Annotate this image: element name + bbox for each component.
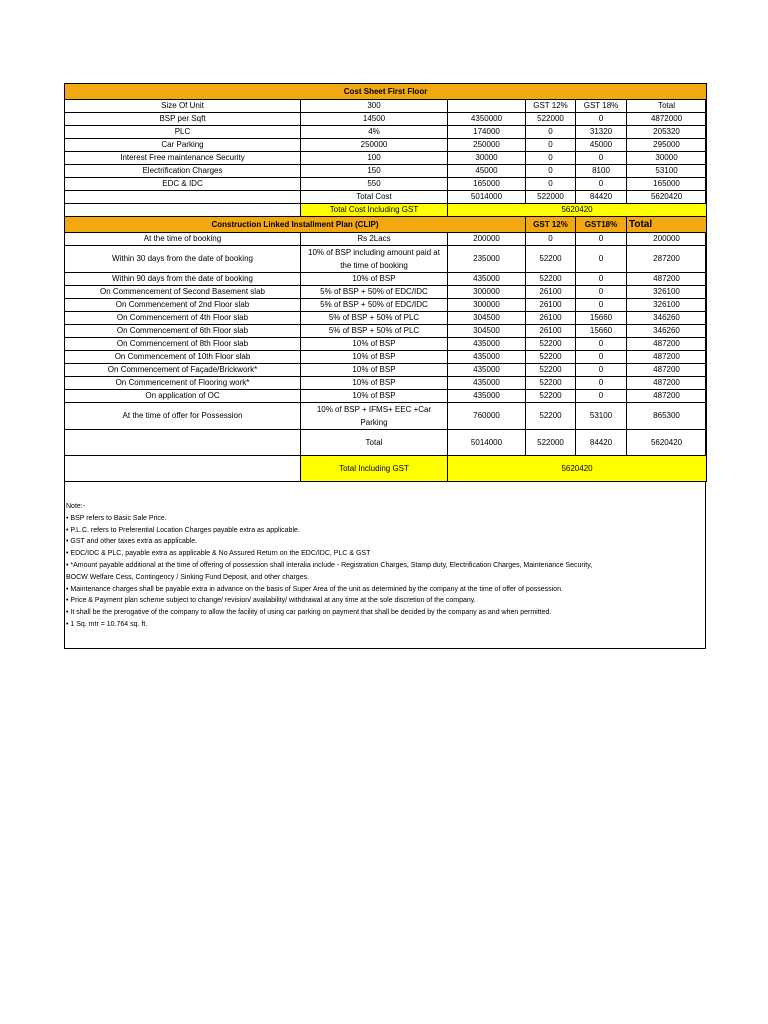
installment-amount: 200000: [448, 233, 526, 246]
installment-terms: 10% of BSP: [301, 377, 448, 390]
installment-terms: 5% of BSP + 50% of EDC/IDC: [301, 286, 448, 299]
installment-terms: 5% of BSP + 50% of PLC: [301, 325, 448, 338]
cost-item-label: PLC: [65, 126, 301, 139]
installment-gst18: 0: [576, 338, 627, 351]
gst18-header: GST 18%: [576, 100, 627, 113]
cost-item-label: Interest Free maintenance Security: [65, 152, 301, 165]
cost-item-total: 295000: [627, 139, 707, 152]
cost-item-gst12: 0: [526, 126, 576, 139]
note-item: • 1 Sq. mtr = 10.764 sq. ft.: [66, 620, 148, 628]
installment-terms: 10% of BSP: [301, 364, 448, 377]
installment-gst12: 52200: [526, 246, 576, 273]
clip-total-row: [65, 430, 707, 456]
clip-row: [65, 325, 707, 338]
note-item: • EDC/IDC & PLC, payable extra as applicable & No Assured Return on the EDC/IDC, PLC & GST: [66, 550, 371, 558]
cost-item-gst12: 0: [526, 178, 576, 191]
cost-item-rate: Total Cost: [301, 191, 448, 204]
cost-item-gst18: 84420: [576, 191, 627, 204]
installment-gst18: 15660: [576, 325, 627, 338]
cost-item-gst12: 522000: [526, 191, 576, 204]
installment-amount: 435000: [448, 338, 526, 351]
clip-row: [65, 286, 707, 299]
cost-item-amount: [448, 100, 526, 113]
installment-total: 200000: [627, 233, 707, 246]
cost-item-total: 5620420: [627, 191, 707, 204]
note-item: • Price & Payment plan scheme subject to change/ revision/ availability/ withdrawal at any time at the sole discretion of the company.: [66, 597, 476, 605]
installment-amount: 235000: [448, 246, 526, 273]
clip-row: [65, 273, 707, 286]
empty-cell: [65, 204, 301, 217]
note-item: BOCW Welfare Cess, Contingency / Sinking Fund Deposit, and other charges.: [66, 573, 310, 581]
installment-label: On application of OC: [65, 390, 301, 403]
cost-item-rate: 250000: [301, 139, 448, 152]
installment-gst12: 52200: [526, 364, 576, 377]
installment-amount: 435000: [448, 364, 526, 377]
total-cost-incl-gst-label: Total Cost Including GST: [301, 204, 448, 217]
cost-item-amount: 5014000: [448, 191, 526, 204]
installment-gst12: 52200: [526, 377, 576, 390]
clip-total-header: Total: [627, 217, 707, 233]
cost-item-label: EDC & IDC: [65, 178, 301, 191]
cost-item-gst18: 0: [576, 152, 627, 165]
cost-item-amount: 174000: [448, 126, 526, 139]
note-item: • Maintenance charges shall be payable extra in advance on the basis of Super Area of the unit as determined by the company at the time of offer of possession.: [66, 585, 563, 593]
cost-sheet-row: [65, 191, 707, 204]
cost-item-gst12: 522000: [526, 113, 576, 126]
installment-gst12: 26100: [526, 325, 576, 338]
cost-sheet-row: [65, 100, 707, 113]
installment-gst12: 52200: [526, 403, 576, 430]
installment-total: 487200: [627, 351, 707, 364]
clip-row: [65, 377, 707, 390]
cost-sheet-table: [64, 83, 707, 482]
clip-row: [65, 299, 707, 312]
installment-label: On Commencement of Façade/Brickwork*: [65, 364, 301, 377]
installment-gst18: 0: [576, 246, 627, 273]
installment-total: 487200: [627, 338, 707, 351]
installment-gst18: 0: [576, 390, 627, 403]
installment-terms: 5% of BSP + 50% of PLC: [301, 312, 448, 325]
installment-terms: 10% of BSP + IFMS+ EEC +Car Parking: [301, 403, 448, 430]
installment-terms: 10% of BSP: [301, 338, 448, 351]
installment-label: At the time of offer for Possession: [65, 403, 301, 430]
cost-item-label: Electrification Charges: [65, 165, 301, 178]
total-cost-incl-gst-value: 5620420: [448, 204, 707, 217]
installment-gst18: 0: [576, 299, 627, 312]
installment-label: On Commencement of 8th Floor slab: [65, 338, 301, 351]
cost-item-amount: 45000: [448, 165, 526, 178]
clip-header-row: [65, 217, 707, 233]
cost-item-rate: 100: [301, 152, 448, 165]
cost-item-total: 4872000: [627, 113, 707, 126]
cost-sheet-row: [65, 139, 707, 152]
installment-gst12: 26100: [526, 299, 576, 312]
installment-label: Within 30 days from the date of booking: [65, 246, 301, 273]
clip-total-label: Total: [301, 430, 448, 456]
installment-label: On Commencement of 4th Floor slab: [65, 312, 301, 325]
cost-item-gst12: 0: [526, 139, 576, 152]
cost-item-gst18: 0: [576, 113, 627, 126]
cost-item-amount: 30000: [448, 152, 526, 165]
installment-total: 487200: [627, 273, 707, 286]
installment-gst18: 53100: [576, 403, 627, 430]
installment-total: 346260: [627, 312, 707, 325]
installment-label: On Commencement of 10th Floor slab: [65, 351, 301, 364]
cost-item-rate: 4%: [301, 126, 448, 139]
installment-gst12: 52200: [526, 273, 576, 286]
installment-total: 346260: [627, 325, 707, 338]
clip-gst12-header: GST 12%: [526, 217, 576, 233]
clip-total-gst12: 522000: [526, 430, 576, 456]
installment-total: 487200: [627, 377, 707, 390]
installment-gst12: 52200: [526, 351, 576, 364]
cost-sheet-row: [65, 178, 707, 191]
clip-row: [65, 312, 707, 325]
clip-total-incl-gst-value: 5620420: [448, 456, 707, 482]
total-header: Total: [627, 100, 707, 113]
clip-row: [65, 246, 707, 273]
cost-item-total: 30000: [627, 152, 707, 165]
installment-total: 487200: [627, 390, 707, 403]
installment-label: On Commencement of Second Basement slab: [65, 286, 301, 299]
installment-terms: 10% of BSP including amount paid at the time of booking: [301, 246, 448, 273]
cost-item-total: 205320: [627, 126, 707, 139]
cost-item-label: BSP per Sqft: [65, 113, 301, 126]
installment-total: 287200: [627, 246, 707, 273]
installment-gst12: 26100: [526, 286, 576, 299]
installment-terms: Rs 2Lacs: [301, 233, 448, 246]
total-cost-incl-gst-row: [65, 204, 707, 217]
cost-sheet-row: [65, 126, 707, 139]
installment-label: On Commencement of Flooring work*: [65, 377, 301, 390]
installment-terms: 10% of BSP: [301, 273, 448, 286]
note-item: • GST and other taxes extra as applicable.: [66, 538, 198, 546]
cost-sheet-row: [65, 152, 707, 165]
clip-row: [65, 403, 707, 430]
cost-item-gst12: 0: [526, 152, 576, 165]
installment-terms: 5% of BSP + 50% of EDC/IDC: [301, 299, 448, 312]
cost-item-label: Car Parking: [65, 139, 301, 152]
installment-label: On Commencement of 2nd Floor slab: [65, 299, 301, 312]
cost-item-gst18: 31320: [576, 126, 627, 139]
cost-item-amount: 250000: [448, 139, 526, 152]
installment-amount: 435000: [448, 351, 526, 364]
installment-gst12: 52200: [526, 390, 576, 403]
clip-row: [65, 351, 707, 364]
installment-gst18: 0: [576, 364, 627, 377]
clip-total-gst18: 84420: [576, 430, 627, 456]
installment-gst12: 26100: [526, 312, 576, 325]
installment-total: 865300: [627, 403, 707, 430]
cost-item-gst18: 45000: [576, 139, 627, 152]
clip-total-amount: 5014000: [448, 430, 526, 456]
installment-gst18: 0: [576, 351, 627, 364]
cost-item-rate: 550: [301, 178, 448, 191]
cost-sheet-title: Cost Sheet First Floor: [65, 84, 707, 100]
installment-amount: 435000: [448, 273, 526, 286]
cost-item-amount: 165000: [448, 178, 526, 191]
cost-item-gst12: 0: [526, 165, 576, 178]
cost-sheet-title-row: [65, 84, 707, 100]
clip-row: [65, 338, 707, 351]
empty-cell: [65, 456, 301, 482]
note-item: • P.L.C. refers to Preferential Location Charges payable extra as applicable.: [66, 526, 300, 534]
installment-total: 487200: [627, 364, 707, 377]
cost-item-label: Size Of Unit: [65, 100, 301, 113]
cost-item-rate: 300: [301, 100, 448, 113]
installment-amount: 300000: [448, 299, 526, 312]
installment-terms: 10% of BSP: [301, 390, 448, 403]
installment-amount: 304500: [448, 325, 526, 338]
clip-total-incl-gst-label: Total Including GST: [301, 456, 448, 482]
cost-sheet-row: [65, 113, 707, 126]
cost-item-gst18: 0: [576, 178, 627, 191]
clip-row: [65, 233, 707, 246]
installment-amount: 300000: [448, 286, 526, 299]
gst12-header: GST 12%: [526, 100, 576, 113]
installment-gst18: 0: [576, 286, 627, 299]
notes-heading: Note:-: [66, 503, 86, 510]
clip-total-incl-gst-row: [65, 456, 707, 482]
notes-list: [66, 513, 702, 631]
installment-gst18: 0: [576, 377, 627, 390]
cost-item-total: 53100: [627, 165, 707, 178]
installment-label: At the time of booking: [65, 233, 301, 246]
installment-amount: 304500: [448, 312, 526, 325]
cost-item-label: [65, 191, 301, 204]
note-item: • *Amount payable additional at the time of offering of possession shall interalia include - Registration Charges, Stamp duty, Electrification Charges, Maintenance Security,: [66, 561, 593, 569]
installment-gst18: 0: [576, 273, 627, 286]
clip-row: [65, 364, 707, 377]
installment-amount: 435000: [448, 390, 526, 403]
installment-amount: 435000: [448, 377, 526, 390]
cost-sheet-row: [65, 165, 707, 178]
clip-total-total: 5620420: [627, 430, 707, 456]
note-item: • It shall be the prerogative of the company to allow the facility of using car parking on payment that shall be decided by the company as and when permitted.: [66, 609, 552, 617]
cost-item-total: 165000: [627, 178, 707, 191]
installment-terms: 10% of BSP: [301, 351, 448, 364]
installment-label: Within 90 days from the date of booking: [65, 273, 301, 286]
installment-total: 326100: [627, 286, 707, 299]
installment-gst12: 0: [526, 233, 576, 246]
empty-cell: [65, 430, 301, 456]
cost-item-amount: 4350000: [448, 113, 526, 126]
clip-row: [65, 390, 707, 403]
notes-section: [66, 501, 702, 631]
cost-item-rate: 14500: [301, 113, 448, 126]
installment-total: 326100: [627, 299, 707, 312]
installment-gst18: 0: [576, 233, 627, 246]
installment-gst12: 52200: [526, 338, 576, 351]
cost-item-rate: 150: [301, 165, 448, 178]
installment-amount: 760000: [448, 403, 526, 430]
clip-gst18-header: GST18%: [576, 217, 627, 233]
note-item: • BSP refers to Basic Sale Price.: [66, 514, 167, 522]
clip-title: Construction Linked Installment Plan (CLIP): [65, 217, 526, 233]
installment-label: On Commencement of 6th Floor slab: [65, 325, 301, 338]
installment-gst18: 15660: [576, 312, 627, 325]
cost-item-gst18: 8100: [576, 165, 627, 178]
